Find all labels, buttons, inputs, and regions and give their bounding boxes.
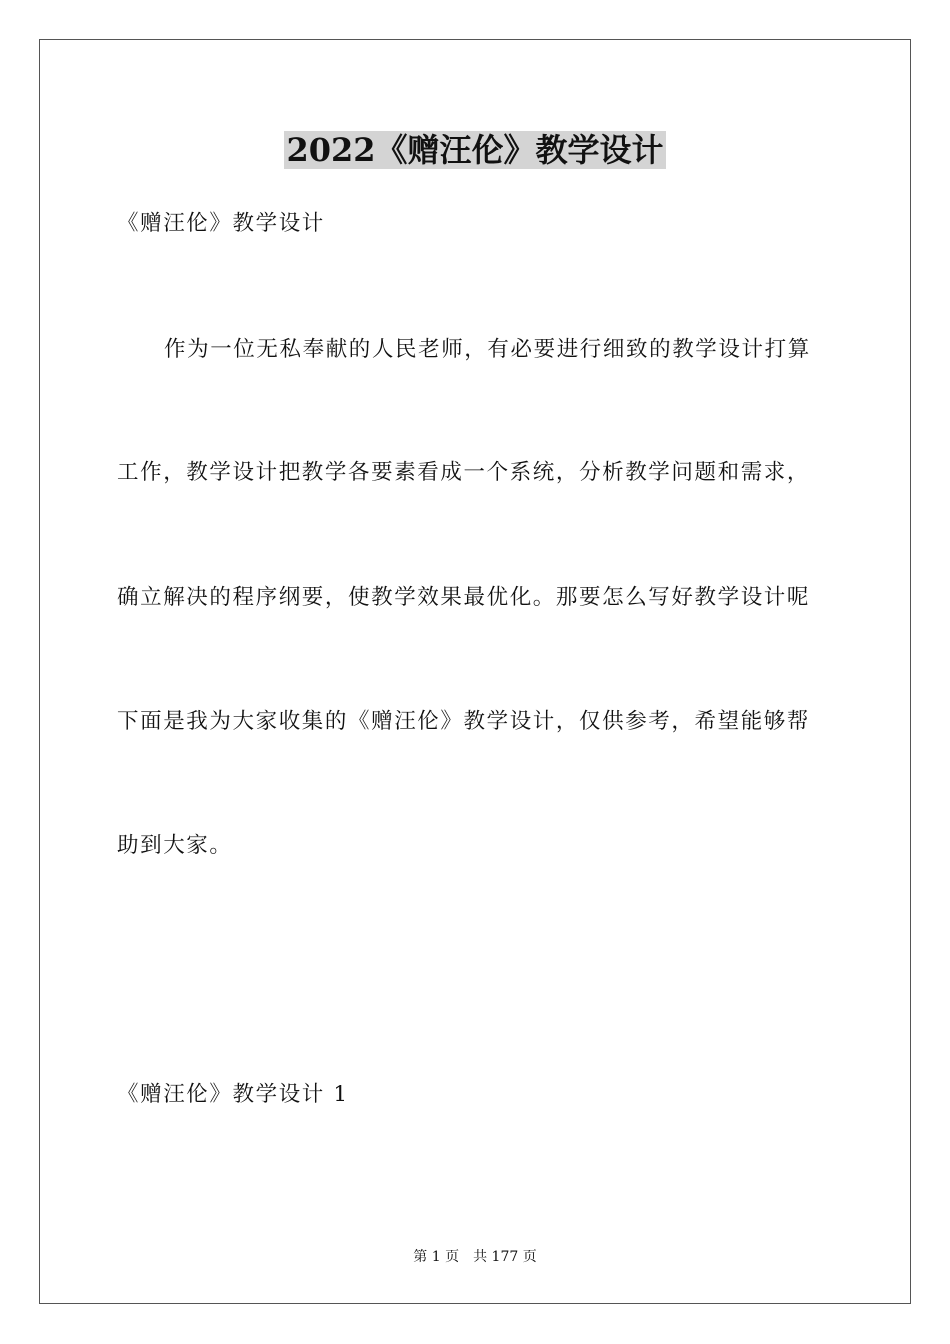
- paragraph-line-5: 助到大家。: [117, 833, 233, 858]
- page-number: 第 1 页: [413, 1249, 460, 1265]
- paragraph-line-3: 确立解决的程序纲要，使教学效果最优化。那要怎么写好教学设计呢: [117, 585, 811, 610]
- document-title: [0, 128, 950, 172]
- document-title-text: 2022《赠汪伦》教学设计: [286, 131, 664, 169]
- paragraph-line-2: 工作，教学设计把教学各要素看成一个系统，分析教学问题和需求，: [117, 460, 811, 485]
- paragraph-line-4: 下面是我为大家收集的《赠汪伦》教学设计，仅供参考，希望能够帮: [117, 709, 811, 734]
- total-pages: 共 177 页: [473, 1249, 537, 1265]
- section-heading: 《赠汪伦》教学设计 1: [117, 1082, 349, 1107]
- paragraph-line-1: 作为一位无私奉献的人民老师，有必要进行细致的教学设计打算: [164, 337, 811, 362]
- document-subtitle: 《赠汪伦》教学设计: [117, 211, 325, 236]
- page-footer: [0, 1247, 950, 1267]
